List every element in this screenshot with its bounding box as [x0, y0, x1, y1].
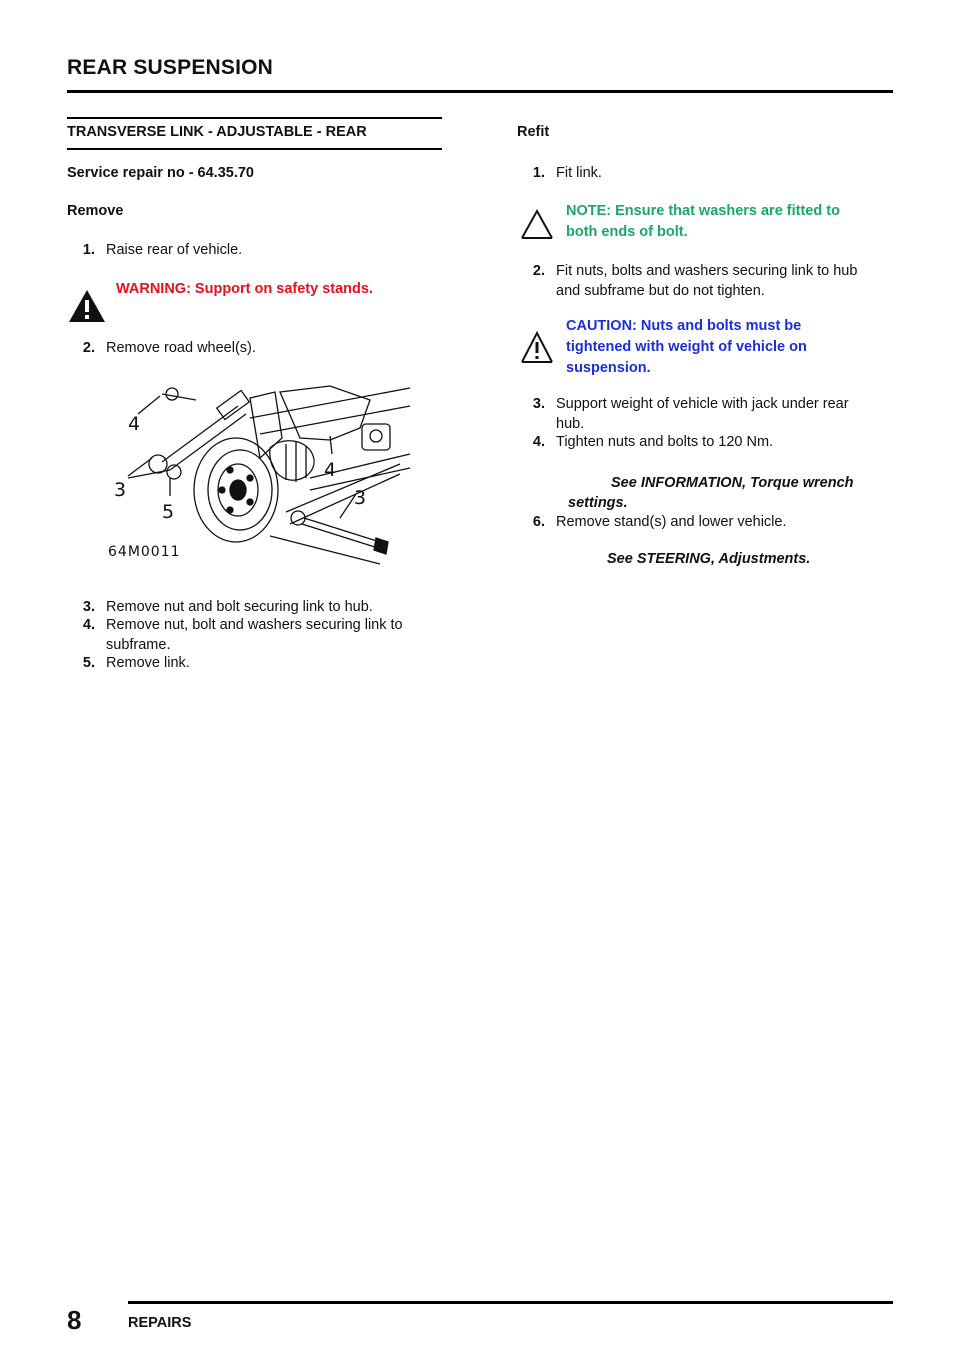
xref-steering-link[interactable]: See STEERING, Adjustments. [603, 551, 810, 567]
callout-5: 5 [162, 501, 175, 523]
xref-torque-wrench-link[interactable]: See INFORMATION, Torque wrench settings. [607, 473, 911, 513]
rear-hub-link-illustration [100, 378, 420, 570]
callout-3-left: 3 [114, 479, 127, 501]
header-rule [67, 90, 893, 93]
note-text: NOTE: Ensure that washers are fitted to both ends of bolt. [566, 203, 840, 240]
remove-heading: Remove [67, 203, 124, 219]
refit-heading: Refit [517, 124, 550, 140]
figure-code: 64M0011 [108, 544, 181, 560]
warning-text: WARNING: Support on safety stands. [116, 281, 373, 297]
page-title: REAR SUSPENSION [67, 56, 274, 79]
callout-3-right: 3 [354, 487, 367, 509]
callout-4-upper: 4 [128, 413, 141, 435]
page-number: 8 [67, 1305, 82, 1335]
note-icon [520, 208, 554, 240]
callout-4-right: 4 [324, 459, 337, 481]
caution-icon [520, 330, 554, 364]
service-repair-no: Service repair no - 64.35.70 [67, 165, 254, 181]
section-rule-bottom [67, 148, 442, 150]
footer-label: REPAIRS [128, 1315, 192, 1331]
caution-text: CAUTION: Nuts and bolts must be tightened with weight of vehicle on suspension. [566, 318, 807, 376]
footer-rule [128, 1301, 893, 1304]
section-rule-top [67, 117, 442, 119]
warning-icon [67, 288, 107, 324]
section-title: TRANSVERSE LINK - ADJUSTABLE - REAR [67, 124, 367, 140]
